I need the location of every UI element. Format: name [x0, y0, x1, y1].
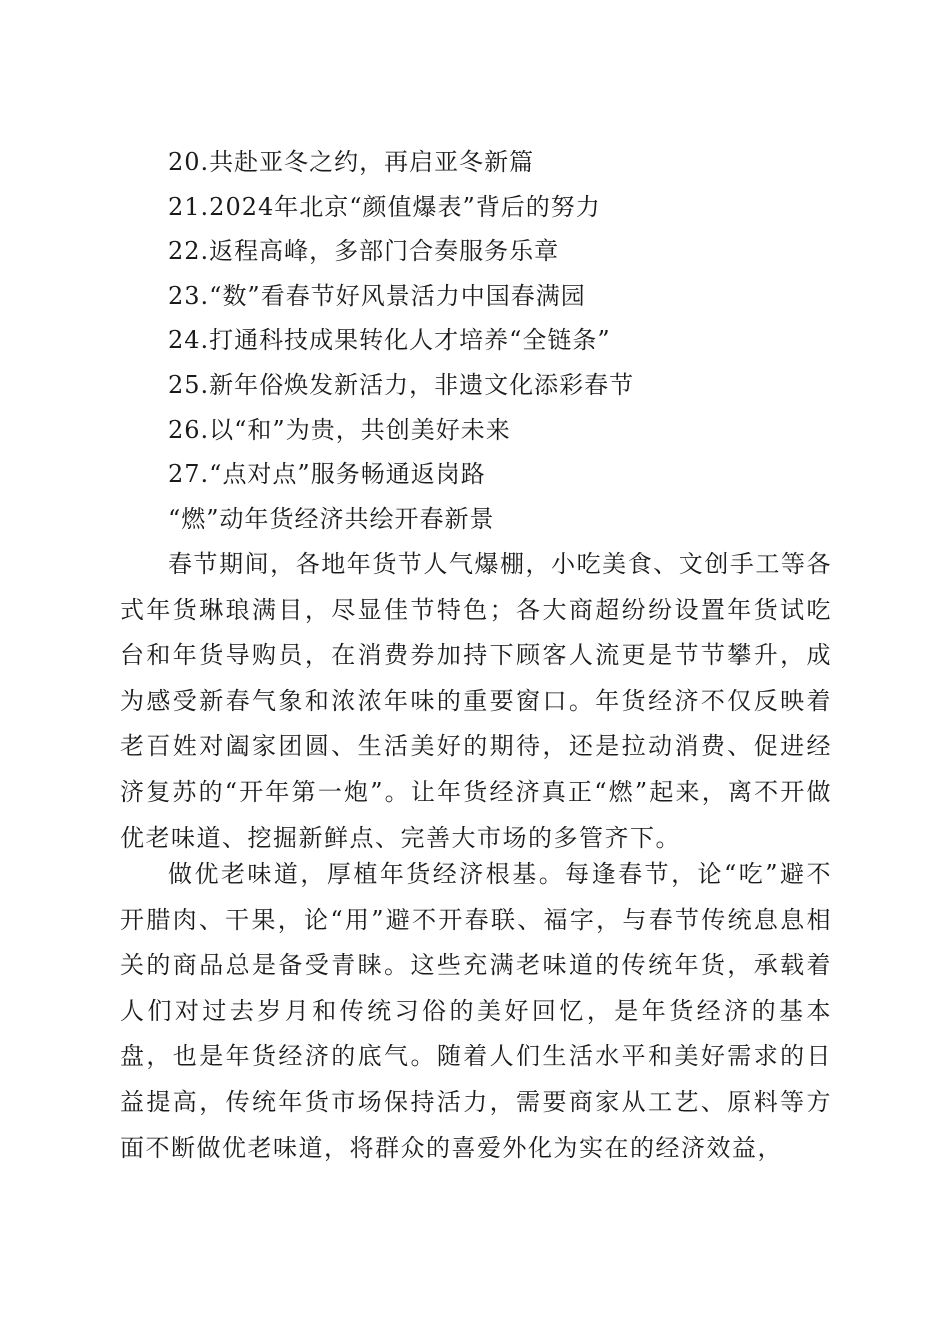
- list-item: 26.以“和”为贵，共创美好未来: [168, 415, 511, 444]
- headline-list: [168, 140, 868, 497]
- list-item: 20.共赴亚冬之约，再启亚冬新篇: [168, 148, 535, 176]
- list-item: 23.“数”看春节好风景活力中国春满园: [168, 281, 586, 310]
- list-item: 24.打通科技成果转化人才培养“全链条”: [168, 326, 611, 355]
- list-item: 27.“点对点”服务畅通返岗路: [168, 460, 486, 489]
- article-paragraph: 春节期间，各地年货节人气爆棚，小吃美食、文创手工等各式年货琳琅满目，尽显佳节特色；各大商超纷纷设置年货试吃台和年货导购员，在消费券加持下顾客人流更是节节攀升，成为感受新春气象和浓浓年味的重要窗口。年货经济不仅反映着老百姓对阖家团圆、生活美好的期待，还是拉动消费、促进经济复苏的“开年第一炮”。让年货经济真正“燃”起来，离不开做优老味道、挖掘新鲜点、完善大市场的多管齐下。: [120, 550, 832, 852]
- list-item: 21.2024年北京“颜值爆表”背后的努力: [168, 192, 601, 221]
- list-item: 25.新年俗焕发新活力，非遗文化添彩春节: [168, 370, 635, 399]
- article-paragraph: 做优老味道，厚植年货经济根基。每逢春节，论“吃”避不开腊肉、干果，论“用”避不开春联、福字，与春节传统息息相关的商品总是备受青睐。这些充满老味道的传统年货，承载着人们对过去岁月和传统习俗的美好回忆，是年货经济的基本盘，也是年货经济的底气。随着人们生活水平和美好需求的日益提高，传统年货市场保持活力，需要商家从工艺、原料等方面不断做优老味道，将群众的喜爱外化为实在的经济效益，: [120, 860, 832, 1162]
- article-title: “燃”动年货经济共绘开春新景: [168, 505, 495, 533]
- list-item: 22.返程高峰，多部门合奏服务乐章: [168, 237, 560, 266]
